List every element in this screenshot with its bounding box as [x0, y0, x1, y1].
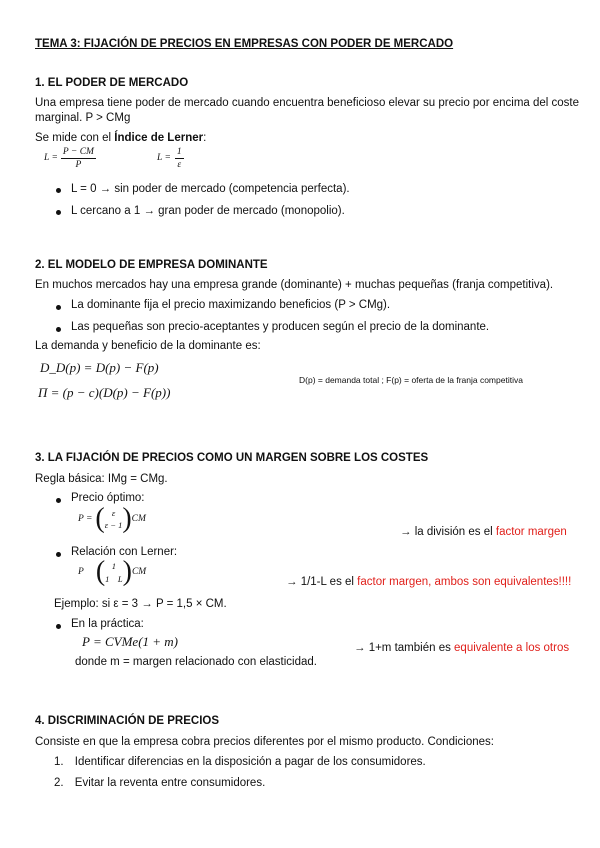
s2-demand-intro: La demanda y beneficio de la dominante es: — [35, 340, 261, 352]
lerner-f1-fraction — [61, 147, 96, 170]
s1-lerner-post: : — [203, 132, 207, 144]
dominant-demand-equation: D_D(p) = D(p) − F(p) — [40, 360, 159, 375]
s3-note-3 — [354, 642, 569, 654]
lerner-f2-lhs: L = — [157, 153, 171, 164]
fraction-bar — [175, 158, 184, 159]
s3-note-2-text: → 1/1-L es el — [286, 576, 358, 588]
optimal-price-lhs: P = — [78, 514, 93, 524]
optimal-price-denominator: ε − 1 — [104, 520, 123, 530]
s3-note-1-text: → la división es el — [400, 526, 496, 538]
optimal-price-numerator: ε — [111, 508, 116, 518]
right-paren: ) — [122, 503, 132, 534]
s3-note-1-highlight: factor margen — [495, 526, 567, 538]
bullet-dot — [56, 305, 61, 310]
s1-lerner-intro — [35, 132, 206, 144]
s3-note-3-highlight: equivalente a los otros — [454, 642, 570, 654]
lerner-price-rhs: CM — [131, 567, 147, 577]
right-paren: ) — [122, 556, 132, 587]
section-4-heading: 4. DISCRIMINACIÓN DE PRECIOS — [35, 715, 220, 727]
section-1-heading: 1. EL PODER DE MERCADO — [35, 77, 189, 89]
s3-note-3-text: → 1+m también es — [354, 642, 455, 654]
bullet-dot — [56, 210, 61, 215]
s3-bullet-2: Relación con Lerner: — [71, 546, 178, 558]
dominant-profit-equation: Π = (p − c)(D(p) − F(p)) — [38, 385, 171, 400]
s3-bullet-1: Precio óptimo: — [71, 492, 145, 504]
lerner-f2-fraction — [175, 147, 184, 170]
list-text: Evitar la reventa entre consumidores. — [74, 777, 266, 789]
lerner-f2-denominator: ε — [177, 159, 182, 170]
list-text: Identificar diferencias en la disposición a pagar de los consumidores. — [74, 756, 426, 768]
s3-note-2 — [286, 576, 571, 588]
lerner-f1-numerator: P − CM — [62, 147, 94, 157]
markup-formula: P = CVMe(1 + m) — [82, 634, 179, 649]
list-number: 2. — [54, 777, 64, 789]
s1-paragraph-line2: marginal. P > CMg — [35, 112, 131, 124]
lerner-formula-2 — [157, 147, 184, 170]
s2-bullet-1: La dominante fija el precio maximizando beneficios (P > CMg). — [71, 299, 391, 311]
bullet-dot — [56, 327, 61, 332]
lerner-f1-denominator: P — [75, 159, 82, 170]
lerner-price-numerator: 1 — [111, 560, 116, 571]
optimal-price-fraction — [105, 508, 123, 530]
section-3-heading: 3. LA FIJACIÓN DE PRECIOS COMO UN MARGEN SOBRE LOS COSTES — [35, 452, 429, 464]
s4-paragraph: Consiste en que la empresa cobra precios diferentes por el mismo producto. Condiciones: — [35, 736, 494, 748]
s3-note-1 — [400, 526, 567, 538]
lerner-price-fraction — [105, 561, 122, 584]
s3-bullet-3: En la práctica: — [71, 618, 144, 630]
optimal-price-rhs: CM — [131, 514, 146, 524]
section-2-heading: 2. EL MODELO DE EMPRESA DOMINANTE — [35, 259, 268, 271]
s2-equation-note: D(p) = demanda total ; F(p) = oferta de la franja competitiva — [299, 375, 523, 385]
s2-bullet-2: Las pequeñas son precio-aceptantes y producen según el precio de la dominante. — [71, 321, 490, 333]
list-number: 1. — [54, 756, 64, 768]
optimal-price-formula — [78, 505, 146, 533]
s3-markup-note: donde m = margen relacionado con elasticidad. — [75, 656, 317, 668]
s1-lerner-pre: Se mide con el — [35, 132, 115, 144]
lerner-f2-numerator: 1 — [176, 147, 182, 157]
lerner-price-denominator: 1 L — [105, 573, 123, 584]
s4-list-item-2 — [54, 777, 265, 789]
left-paren: ( — [95, 556, 106, 587]
bullet-dot — [56, 624, 61, 629]
lerner-price-formula — [78, 558, 146, 586]
fraction-bar — [61, 158, 96, 159]
s3-basic-rule: Regla básica: IMg = CMg. — [35, 473, 168, 485]
bullet-dot — [56, 188, 61, 193]
left-paren: ( — [95, 503, 105, 534]
bullet-dot — [56, 552, 61, 557]
s1-paragraph-line1: Una empresa tiene poder de mercado cuando encuentra beneficioso elevar su precio por encima del coste — [35, 97, 580, 109]
s1-bullet-1: L = 0 → sin poder de mercado (competencia perfecta). — [71, 183, 350, 195]
s1-bullet-2: L cercano a 1 → gran poder de mercado (monopolio). — [71, 205, 345, 217]
s3-note-2-highlight: factor margen, ambos son equivalentes!!!! — [357, 576, 572, 588]
document-title: TEMA 3: FIJACIÓN DE PRECIOS EN EMPRESAS CON PODER DE MERCADO — [35, 38, 454, 50]
s4-list-item-1 — [54, 756, 426, 768]
s1-lerner-bold: Índice de Lerner — [114, 132, 204, 144]
lerner-formula-1 — [44, 147, 96, 170]
s2-paragraph: En muchos mercados hay una empresa grande (dominante) + muchas pequeñas (franja competitiva). — [35, 279, 554, 291]
lerner-price-lhs: P — [78, 567, 84, 577]
bullet-dot — [56, 498, 61, 503]
lerner-f1-lhs: L = — [44, 153, 58, 164]
s3-example: Ejemplo: si ε = 3 → P = 1,5 × CM. — [54, 598, 227, 610]
